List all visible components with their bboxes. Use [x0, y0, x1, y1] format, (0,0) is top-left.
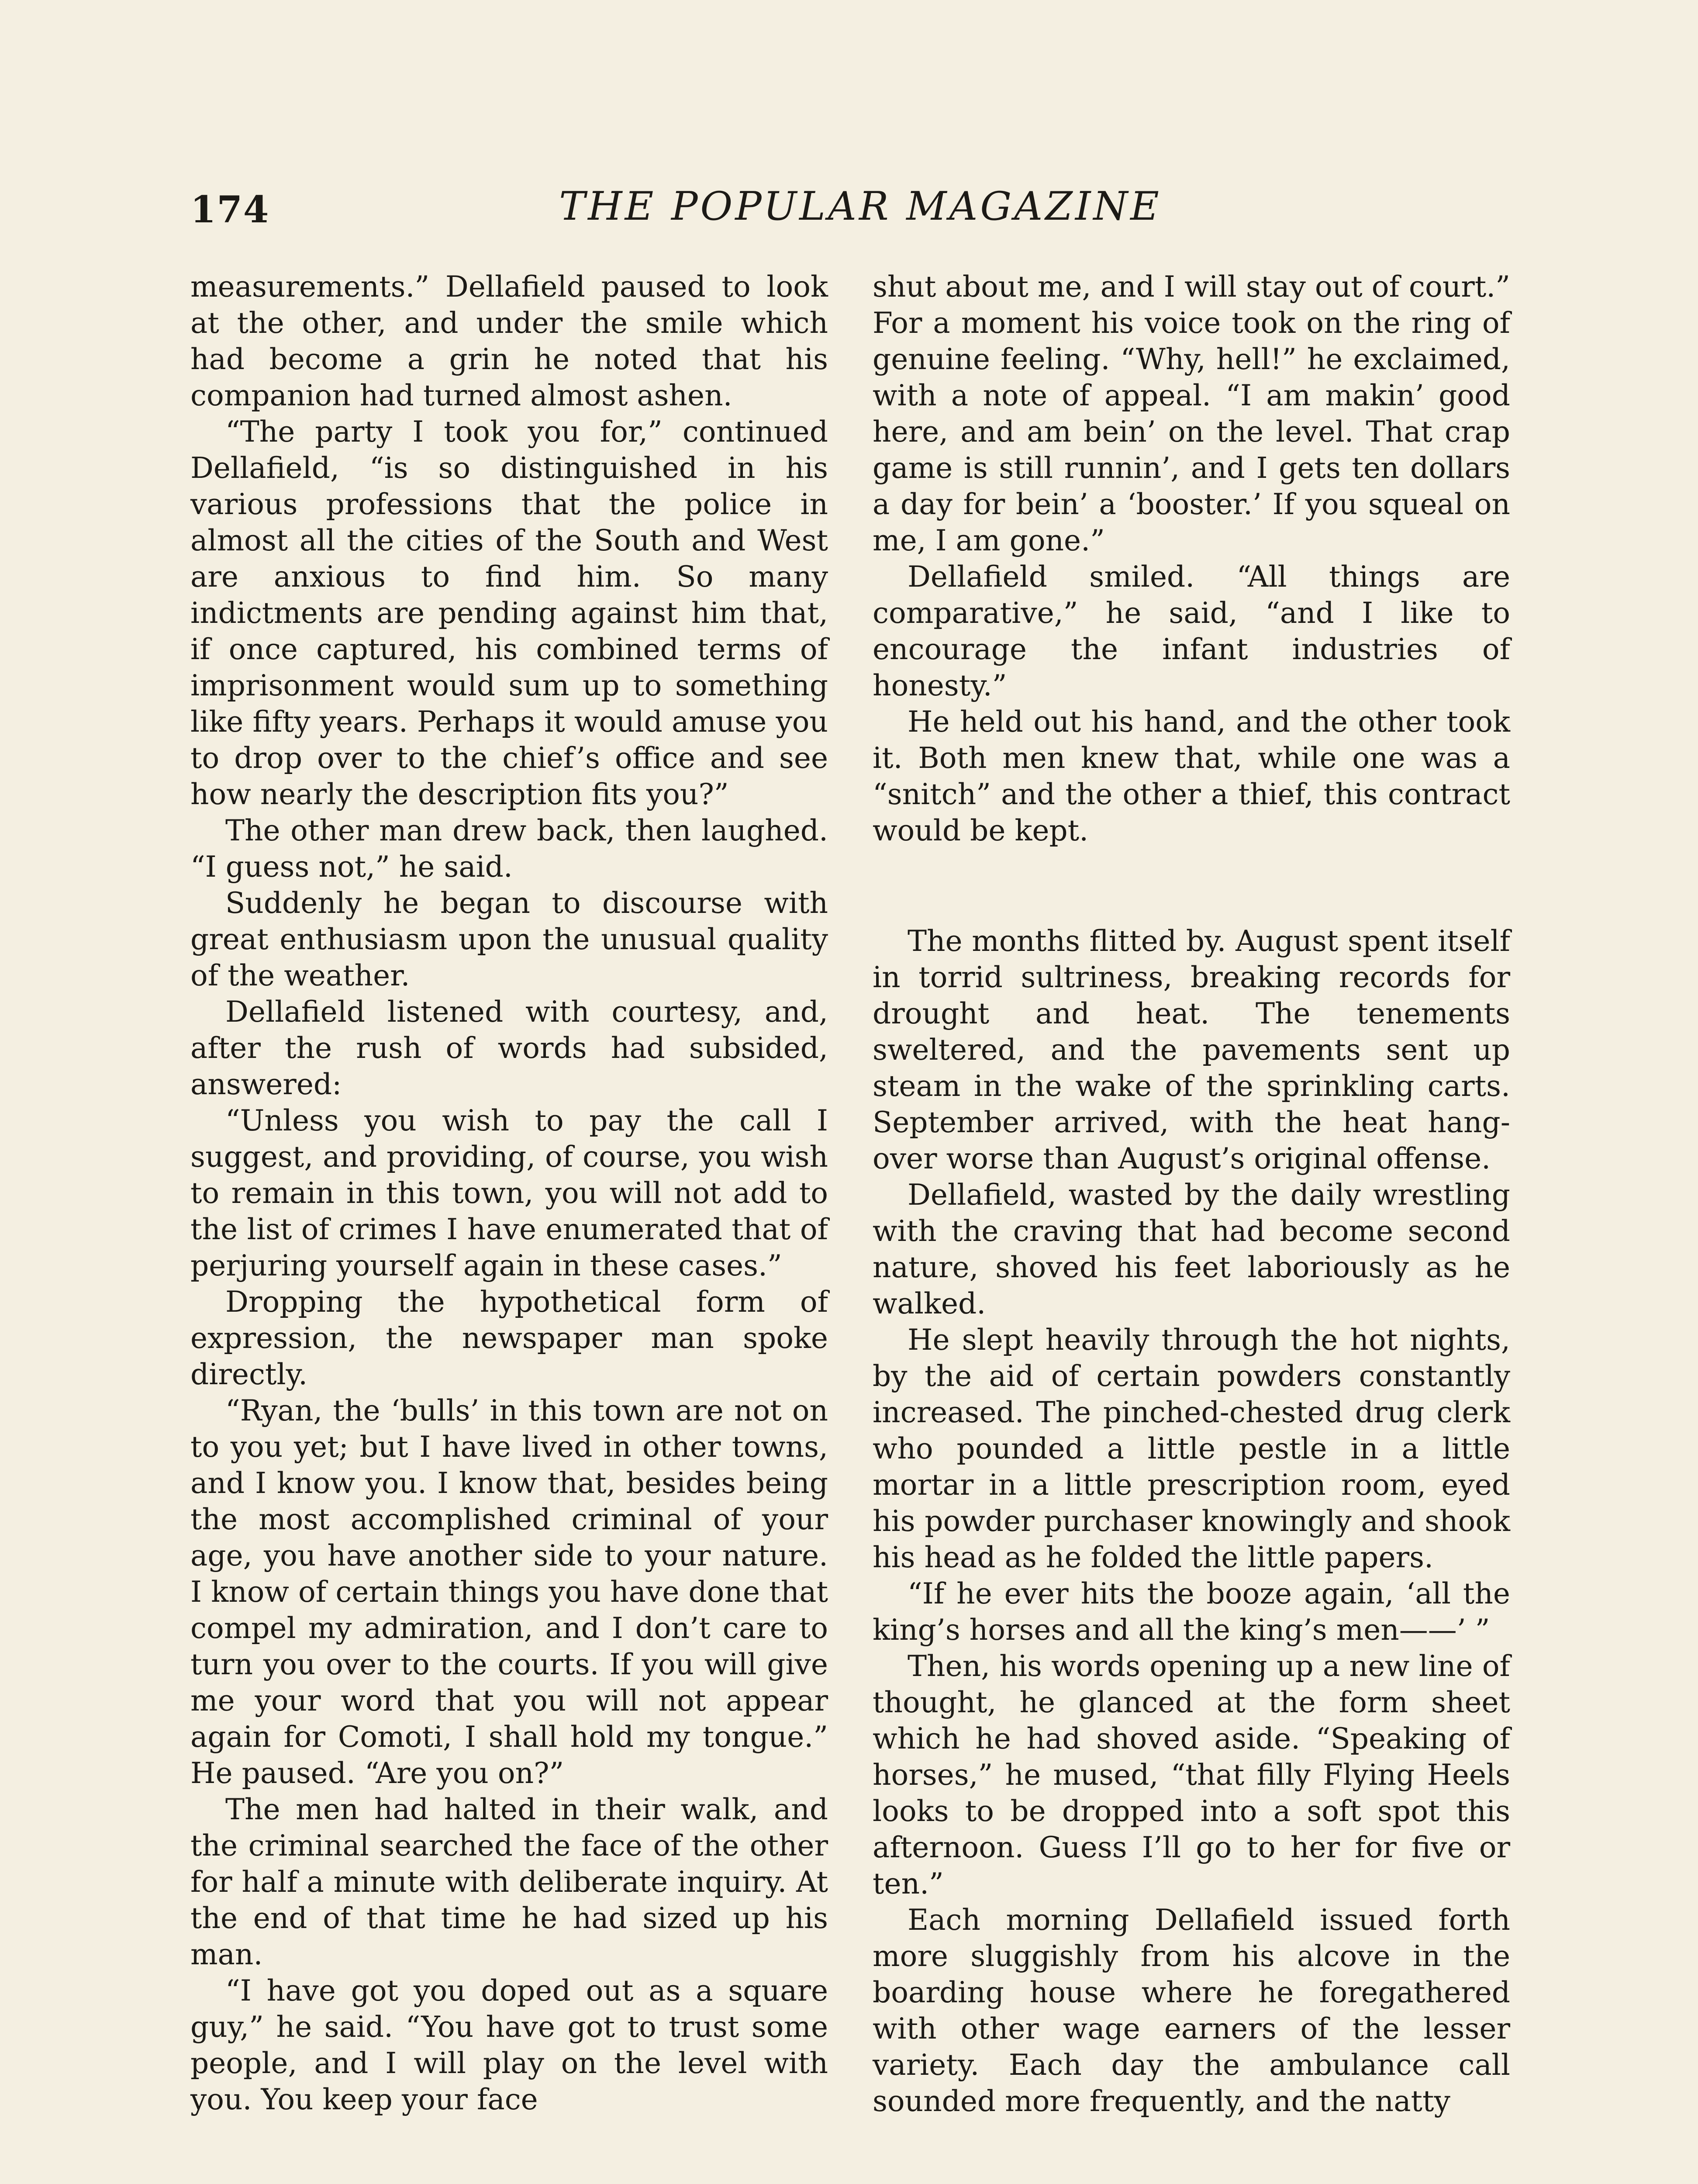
paragraph: The months flitted by. August spent itself in torrid sultriness, breaking records for drought and heat. The tenements sweltered, and the pavements sent up steam in the wake of the sprinkling carts. September arrived, with the heat hang-over worse than August’s original offense.	[873, 924, 1510, 1175]
paragraph: “I have got you doped out as a square guy,” he said. “You have got to trust some people, and I will play on the level with you. You keep your face	[190, 1974, 828, 2116]
paragraph: “If he ever hits the booze again, ‘all the king’s horses and all the king’s men——’ ”	[873, 1577, 1510, 1647]
section-break	[873, 849, 1510, 923]
paragraph: shut about me, and I will stay out of court.” For a moment his voice took on the ring of genuine feeling. “Why, hell!” he exclaimed, with a note of appeal. “I am makin’ good here, and am bein’ on the level. That crap game is still runnin’, and I gets ten dollars a day for bein’ a ‘booster.’ If you squeal on me, I am gone.”	[873, 270, 1510, 557]
running-head: THE POPULAR MAGAZINE	[559, 183, 1162, 229]
paragraph: Dellafield, wasted by the daily wrestling with the craving that had become second nature, shoved his feet laboriously as he walked.	[873, 1178, 1510, 1320]
paragraph: Dropping the hypothetical form of expression, the newspaper man spoke directly.	[190, 1285, 828, 1391]
paragraph: “Unless you wish to pay the call I suggest, and providing, of course, you wish to remain in this town, you will not add to the list of crimes I have enumerated that of perjuring yourself again in these cases.”	[190, 1104, 828, 1282]
paragraph: measurements.” Dellafield paused to look at the other, and under the smile which had become a grin he noted that his companion had turned almost ashen.	[190, 270, 828, 412]
paragraph: “The party I took you for,” continued Dellafield, “is so distinguished in his various professions that the police in almost all the cities of the South and West are anxious to find him. So many indictments are pending against him that, if once captured, his combined terms of imprisonment would sum up to something like fifty years. Perhaps it would amuse you to drop over to the chief’s office and see how nearly the description fits you?”	[190, 415, 828, 811]
paragraph: Suddenly he began to discourse with great enthusiasm upon the unusual quality of the weather.	[190, 886, 828, 992]
right-column	[873, 269, 1510, 2119]
left-column	[190, 269, 828, 2118]
paragraph: Dellafield listened with courtesy, and, after the rush of words had subsided, answered:	[190, 995, 828, 1101]
paragraph: Dellafield smiled. “All things are comparative,” he said, “and I like to encourage the infant industries of honesty.”	[873, 560, 1510, 702]
paragraph: The men had halted in their walk, and the criminal searched the face of the other for half a minute with deliberate inquiry. At the end of that time he had sized up his man.	[190, 1793, 828, 1971]
paragraph: He slept heavily through the hot nights, by the aid of certain powders constantly increased. The pinched-chested drug clerk who pounded a little pestle in a little mortar in a little prescription room, eyed his powder purchaser knowingly and shook his head as he folded the little papers.	[873, 1323, 1510, 1574]
paragraph: Then, his words opening up a new line of thought, he glanced at the form sheet which he had shoved aside. “Speaking of horses,” he mused, “that filly Flying Heels looks to be dropped into a soft spot this afternoon. Guess I’ll go to her for five or ten.”	[873, 1649, 1510, 1901]
paragraph: Each morning Dellafield issued forth more sluggishly from his alcove in the boarding house where he foregathered with other wage earners of the lesser variety. Each day the ambulance call sounded more frequently, and the natty	[873, 1903, 1510, 2118]
page-number: 174	[190, 188, 270, 231]
paragraph: He held out his hand, and the other took it. Both men knew that, while one was a “snitch” and the other a thief, this contract would be kept.	[873, 705, 1510, 847]
paragraph: “Ryan, the ‘bulls’ in this town are not on to you yet; but I have lived in other towns, and I know you. I know that, besides being the most accomplished criminal of your age, you have another side to your nature. I know of certain things you have done that compel my admiration, and I don’t care to turn you over to the courts. If you will give me your word that you will not appear again for Comoti, I shall hold my tongue.” He paused. “Are you on?”	[190, 1394, 828, 1790]
paragraph: The other man drew back, then laughed. “I guess not,” he said.	[190, 814, 828, 884]
